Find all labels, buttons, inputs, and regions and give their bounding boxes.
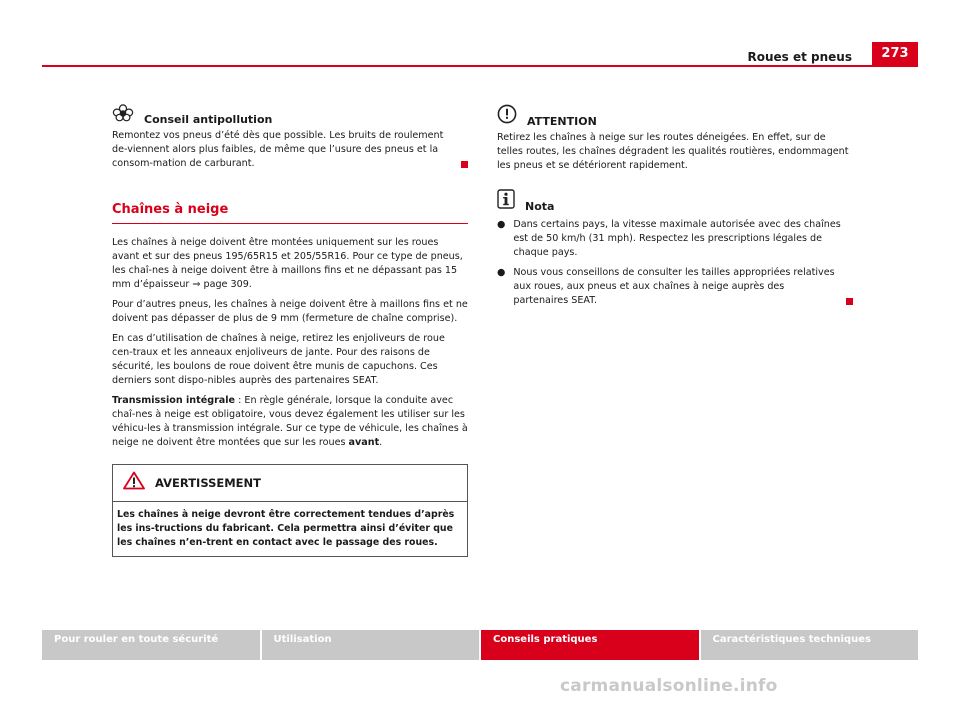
bullet-icon: ● [497,267,506,278]
list-item: ● Dans certains pays, la vitesse maximale autorisée avec des chaînes est de 50 km/h (31 mph). Respectez les prescriptions légales de chaque pays. [497,219,841,258]
nota-heading [497,189,853,214]
section-rule [112,223,468,224]
paragraph: Les chaînes à neige doivent être montées uniquement sur les roues avant et sur des pneus 195/65R15 et 205/55R16. Pour ce type de pneus, les chaî-nes à neige doivent être à maillons fins et ne dépassant pas 15 mm d’épaisseur ⇒ page 309. [112,237,463,290]
exclamation-circle-icon [497,104,517,129]
end-marker-icon [846,298,853,305]
attention-text: Retirez les chaînes à neige sur les routes déneigées. En effet, sur de telles routes, les chaînes dégradent les qualités routières, endommagent les pneus et se détériorent rapidement. [497,132,849,171]
warning-heading [113,465,467,502]
tab-operation[interactable]: Utilisation [262,630,480,660]
attention-title: ATTENTION [527,115,597,128]
list-item: ● Nous vous conseillons de consulter les tailles appropriées relatives aux roues, aux pneus et aux chaînes à neige auprès des partenaires SEAT. [497,266,853,308]
info-icon [497,189,515,214]
eco-tip-title: Conseil antipollution [144,113,273,126]
tab-practical-tips[interactable]: Conseils pratiques [481,630,699,660]
warning-triangle-icon [123,471,145,495]
eco-tip-heading [112,104,468,127]
page-number: 273 [872,42,918,65]
awd-label: Transmission intégrale [112,395,236,406]
left-column [112,104,468,557]
tab-technical-specs[interactable]: Caractéristiques techniques [701,630,919,660]
header-rule [42,65,918,67]
bullet-icon: ● [497,219,506,230]
section-title-snow-chains: Chaînes à neige [112,202,229,217]
running-header-title: Roues et pneus [747,50,852,64]
chapter-nav [42,630,918,660]
warning-title: AVERTISSEMENT [155,476,262,490]
attention-heading [497,104,853,129]
watermark: carmanualsonline.info [560,676,778,696]
right-column [497,104,853,314]
nota-title: Nota [525,200,555,213]
warning-box [112,464,468,557]
warning-text: Les chaînes à neige devront être correctement tendues d’après les ins-tructions du fabricant. Cela permettra ainsi d’éviter que les chaînes n’en-trent en contact avec le passage des roues. [117,509,455,548]
eco-flower-icon [112,104,134,127]
eco-tip-text: Remontez vos pneus d’été dès que possible. Les bruits de roulement de-viennent alors plus faibles, de même que l’usure des pneus et la consom-mation de carburant. [112,130,444,169]
tab-safety[interactable]: Pour rouler en toute sécurité [42,630,260,660]
paragraph: Pour d’autres pneus, les chaînes à neige doivent être à maillons fins et ne doivent pas dépasser de plus de 9 mm (fermeture de chaîne comprise). [112,299,468,324]
paragraph-awd: Transmission intégrale : En règle générale, lorsque la conduite avec chaî-nes à neige est obligatoire, vous devez également les utiliser sur les véhicu-les à transmission intégrale. Sur ce type de véhicule, les chaînes à neige ne doivent être montées que sur les roues avant. [112,395,468,448]
end-marker-icon [461,161,468,168]
paragraph: En cas d’utilisation de chaînes à neige, retirez les enjoliveurs de roue cen-traux et les anneaux enjoliveurs de jante. Pour des raisons de sécurité, les boulons de roue doivent être munis de capuchons. Ces derniers sont dispo-nibles auprès des partenaires SEAT. [112,333,445,386]
